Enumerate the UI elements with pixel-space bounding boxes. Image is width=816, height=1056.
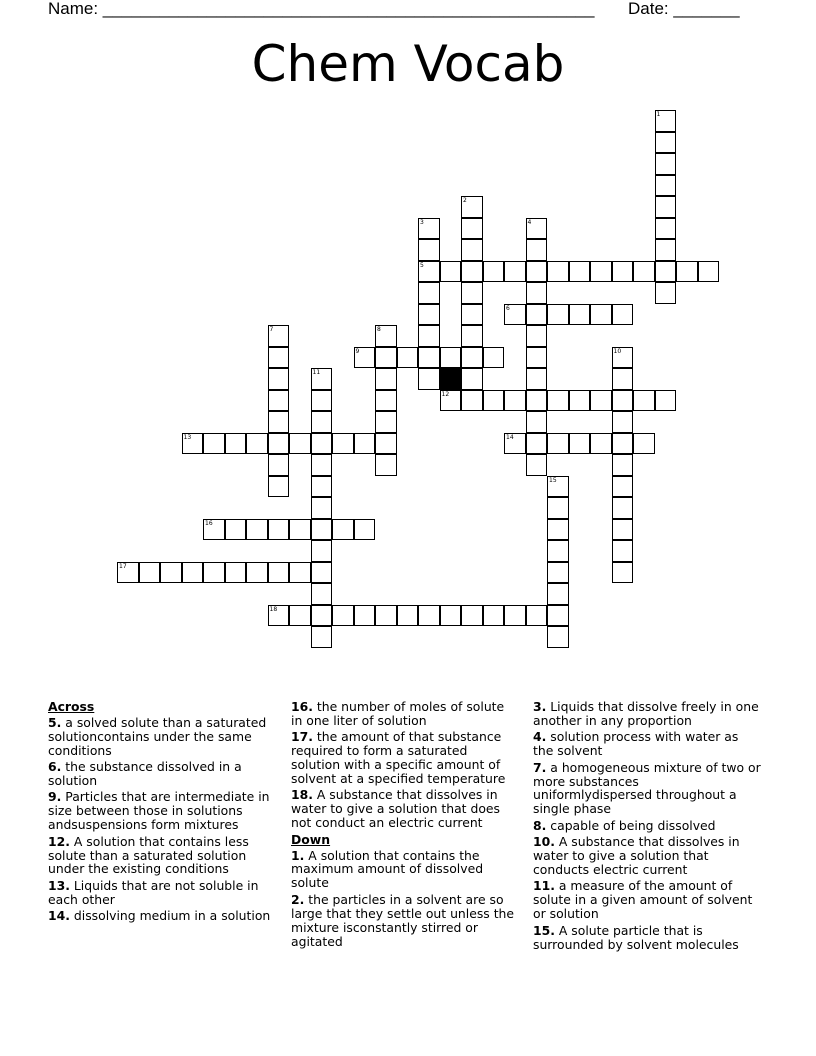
crossword-cell[interactable] <box>590 433 612 455</box>
clue-item-text: A solution that contains the maximum amount of dissolved solute <box>291 847 484 891</box>
crossword-cell[interactable] <box>268 562 290 584</box>
crossword-cell[interactable] <box>461 304 483 326</box>
crossword-cell[interactable] <box>311 411 333 433</box>
crossword-cell[interactable] <box>612 497 634 519</box>
crossword-cell[interactable] <box>311 433 333 455</box>
crossword-cell[interactable] <box>483 261 505 283</box>
crossword-cell[interactable] <box>375 347 397 369</box>
crossword-cell[interactable] <box>289 519 311 541</box>
crossword-cell[interactable] <box>526 325 548 347</box>
crossword-cell[interactable] <box>612 454 634 476</box>
crossword-cell[interactable] <box>612 347 634 369</box>
crossword-cell[interactable] <box>461 347 483 369</box>
clue-item <box>533 819 761 833</box>
crossword-cell[interactable] <box>289 562 311 584</box>
crossword-cell[interactable] <box>311 540 333 562</box>
crossword-cell[interactable] <box>139 562 161 584</box>
crossword-cell[interactable] <box>203 433 225 455</box>
clue-number: 7 <box>269 326 274 333</box>
crossword-cell[interactable] <box>547 626 569 648</box>
clue-item <box>48 879 276 907</box>
clue-item-text: a measure of the amount of solute in a given amount of solvent or solution <box>533 878 753 922</box>
crossword-cell[interactable] <box>268 411 290 433</box>
crossword-cell[interactable] <box>633 433 655 455</box>
crossword-cell[interactable] <box>655 132 677 154</box>
crossword-cell[interactable] <box>633 390 655 412</box>
crossword-cell[interactable] <box>397 605 419 627</box>
clue-item-text: A substance that dissolves in water to give a solution that does not conduct an electric current <box>291 787 500 831</box>
crossword-cell[interactable] <box>612 540 634 562</box>
crossword-cell[interactable] <box>375 454 397 476</box>
clue-item <box>48 760 276 788</box>
crossword-cell[interactable] <box>311 519 333 541</box>
crossword-cell[interactable] <box>526 605 548 627</box>
crossword-cell[interactable] <box>375 433 397 455</box>
crossword-cell[interactable] <box>354 347 376 369</box>
crossword-cell[interactable] <box>332 433 354 455</box>
clue-item-number: 8. <box>533 817 547 833</box>
crossword-cell[interactable] <box>547 583 569 605</box>
crossword-cell[interactable] <box>311 562 333 584</box>
clue-item-text: solution process with water as the solvent <box>533 729 739 759</box>
crossword-cell[interactable] <box>268 476 290 498</box>
crossword-cell[interactable] <box>418 347 440 369</box>
crossword-cell[interactable] <box>461 605 483 627</box>
clue-number: 9 <box>355 347 360 355</box>
clue-item <box>48 835 276 877</box>
crossword-cell[interactable] <box>526 304 548 326</box>
crossword-cell[interactable] <box>182 562 204 584</box>
crossword-cell[interactable] <box>461 390 483 412</box>
crossword-cell[interactable] <box>375 325 397 347</box>
crossword-cell[interactable] <box>311 497 333 519</box>
crossword-cell[interactable] <box>526 368 548 390</box>
clue-item-number: 9. <box>48 789 62 805</box>
crossword-black-cell <box>440 368 462 390</box>
crossword-cell[interactable] <box>504 433 526 455</box>
crossword-cell[interactable] <box>225 519 247 541</box>
clue-item-number: 3. <box>533 699 547 714</box>
crossword-cell[interactable] <box>418 282 440 304</box>
clue-number: 18 <box>269 605 278 613</box>
crossword-cell[interactable] <box>311 605 333 627</box>
clue-item-number: 1. <box>291 847 305 863</box>
crossword-cell[interactable] <box>504 261 526 283</box>
crossword-cell[interactable] <box>547 304 569 326</box>
crossword-cell[interactable] <box>225 433 247 455</box>
crossword-cell[interactable] <box>612 261 634 283</box>
crossword-cell[interactable] <box>461 282 483 304</box>
crossword-cell[interactable] <box>526 390 548 412</box>
clue-number: 15 <box>549 476 557 484</box>
crossword-cell[interactable] <box>268 605 290 627</box>
clue-number: 8 <box>377 326 381 333</box>
clue-item-text: the substance dissolved in a solution <box>48 759 242 789</box>
crossword-cell[interactable] <box>354 433 376 455</box>
down-clue-list <box>291 849 519 949</box>
crossword-cell[interactable] <box>397 347 419 369</box>
clue-item-text: A solution that contains less solute than a saturated solution under the existing conditions <box>48 833 249 877</box>
crossword-cell[interactable] <box>225 562 247 584</box>
clue-item <box>48 790 276 832</box>
crossword-cell[interactable] <box>483 390 505 412</box>
clue-number: 3 <box>420 218 424 226</box>
crossword-cell[interactable] <box>526 347 548 369</box>
crossword-cell[interactable] <box>461 325 483 347</box>
crossword-cell[interactable] <box>246 519 268 541</box>
crossword-cell[interactable] <box>655 390 677 412</box>
clue-number: 11 <box>312 369 321 376</box>
clue-number: 1 <box>656 111 661 118</box>
crossword-cell[interactable] <box>483 347 505 369</box>
crossword-cell[interactable] <box>440 390 462 412</box>
clue-item <box>291 849 519 891</box>
crossword-cell[interactable] <box>311 476 333 498</box>
clue-number: 6 <box>506 304 510 312</box>
clue-item-number: 4. <box>533 729 547 745</box>
clue-number: 4 <box>527 218 532 226</box>
clue-item-text: Liquids that are not soluble in each other <box>48 877 259 907</box>
crossword-cell[interactable] <box>655 239 677 261</box>
crossword-cell[interactable] <box>440 605 462 627</box>
crossword-cell[interactable] <box>526 282 548 304</box>
crossword-cell[interactable] <box>375 605 397 627</box>
crossword-cell[interactable] <box>418 368 440 390</box>
clue-column-2 <box>291 700 519 951</box>
crossword-cell[interactable] <box>547 476 569 498</box>
crossword-cell[interactable] <box>547 261 569 283</box>
crossword-cell[interactable] <box>268 368 290 390</box>
crossword-cell[interactable] <box>375 368 397 390</box>
crossword-cell[interactable] <box>547 562 569 584</box>
clue-item <box>533 879 761 921</box>
crossword-cell[interactable] <box>612 411 634 433</box>
crossword-cell[interactable] <box>504 390 526 412</box>
crossword-cell[interactable] <box>569 261 591 283</box>
clue-item-text: Particles that are intermediate in size between those in solutions andsuspensions form mixtures <box>48 789 270 833</box>
crossword-cell[interactable] <box>268 325 290 347</box>
crossword-cell[interactable] <box>569 304 591 326</box>
crossword-cell[interactable] <box>483 605 505 627</box>
clue-number: 17 <box>119 562 127 570</box>
crossword-cell[interactable] <box>289 605 311 627</box>
crossword-cell[interactable] <box>526 261 548 283</box>
crossword-cell[interactable] <box>655 153 677 175</box>
crossword-cell[interactable] <box>289 433 311 455</box>
crossword-cell[interactable] <box>375 390 397 412</box>
clue-item-number: 2. <box>291 891 305 907</box>
crossword-cell[interactable] <box>569 390 591 412</box>
crossword-cell[interactable] <box>612 519 634 541</box>
crossword-cell[interactable] <box>311 626 333 648</box>
clue-item <box>533 835 761 877</box>
clue-column-3 <box>533 700 761 954</box>
crossword-cell[interactable] <box>461 368 483 390</box>
date-field-label: Date: _______ <box>628 0 740 18</box>
clue-item-number: 7. <box>533 759 547 775</box>
clue-item-number: 15. <box>533 922 555 938</box>
crossword-cell[interactable] <box>655 261 677 283</box>
clue-item-text: A solute particle that is surrounded by solvent molecules <box>533 922 739 952</box>
crossword-cell[interactable] <box>418 605 440 627</box>
crossword-cell[interactable] <box>655 110 677 132</box>
crossword-cell[interactable] <box>612 390 634 412</box>
crossword-cell[interactable] <box>332 519 354 541</box>
crossword-cell[interactable] <box>311 368 333 390</box>
crossword-cell[interactable] <box>160 562 182 584</box>
crossword-cell[interactable] <box>354 605 376 627</box>
across-clue-list-continued <box>291 700 519 830</box>
clue-item-number: 12. <box>48 833 70 849</box>
crossword-cell[interactable] <box>246 433 268 455</box>
clue-item-text: A substance that dissolves in water to give a solution that conducts electric current <box>533 834 740 877</box>
clue-item <box>291 700 519 728</box>
crossword-cell[interactable] <box>461 261 483 283</box>
crossword-cell[interactable] <box>461 218 483 240</box>
crossword-cell[interactable] <box>655 196 677 218</box>
clue-item-text: a homogeneous mixture of two or more substances uniformlydispersed throughout a single phase <box>533 759 761 817</box>
clue-item-number: 18. <box>291 787 313 803</box>
crossword-cell[interactable] <box>590 304 612 326</box>
crossword-cell[interactable] <box>590 261 612 283</box>
crossword-cell[interactable] <box>418 218 440 240</box>
crossword-cell[interactable] <box>676 261 698 283</box>
crossword-cell[interactable] <box>504 605 526 627</box>
clue-number: 12 <box>441 390 450 398</box>
crossword-cell[interactable] <box>547 540 569 562</box>
crossword-cell[interactable] <box>203 562 225 584</box>
crossword-cell[interactable] <box>569 433 591 455</box>
crossword-cell[interactable] <box>461 239 483 261</box>
crossword-cell[interactable] <box>547 497 569 519</box>
crossword-cell[interactable] <box>418 239 440 261</box>
crossword-cell[interactable] <box>612 433 634 455</box>
crossword-cell[interactable] <box>311 583 333 605</box>
crossword-cell[interactable] <box>268 390 290 412</box>
crossword-cell[interactable] <box>547 605 569 627</box>
crossword-cell[interactable] <box>311 390 333 412</box>
crossword-cell[interactable] <box>418 304 440 326</box>
clue-item-text: a solved solute than a saturated solutioncontains under the same conditions <box>48 714 267 758</box>
across-heading: Across <box>48 699 95 714</box>
clue-number: 10 <box>613 347 622 355</box>
crossword-cell[interactable] <box>268 433 290 455</box>
clue-item-number: 17. <box>291 729 313 745</box>
clue-column-1 <box>48 700 276 926</box>
crossword-cell[interactable] <box>526 454 548 476</box>
clue-item-text: capable of being dissolved <box>546 817 716 833</box>
down-clue-list-continued <box>533 700 761 951</box>
crossword-cell[interactable] <box>633 261 655 283</box>
crossword-cell[interactable] <box>612 562 634 584</box>
down-heading: Down <box>291 831 331 847</box>
crossword-cell[interactable] <box>590 390 612 412</box>
clue-item-number: 16. <box>291 699 313 714</box>
clue-item-text: the amount of that substance required to form a saturated solution with a specific amount of solvent at a specified temperature <box>291 729 506 787</box>
crossword-cell[interactable] <box>418 261 440 283</box>
crossword-cell[interactable] <box>117 562 139 584</box>
clue-item <box>48 909 276 923</box>
clue-item <box>533 700 761 728</box>
crossword-cell[interactable] <box>655 175 677 197</box>
clue-item <box>533 924 761 952</box>
crossword-cell[interactable] <box>612 368 634 390</box>
crossword-cell[interactable] <box>547 519 569 541</box>
clue-item <box>48 716 276 758</box>
clue-number: 5 <box>420 261 424 269</box>
crossword-cell[interactable] <box>547 390 569 412</box>
clue-item-number: 5. <box>48 714 62 730</box>
clue-item-number: 13. <box>48 877 70 893</box>
clue-item-number: 14. <box>48 908 70 924</box>
crossword-cell[interactable] <box>526 218 548 240</box>
clue-item <box>533 730 761 758</box>
crossword-cell[interactable] <box>268 519 290 541</box>
crossword-cell[interactable] <box>655 218 677 240</box>
crossword-cell[interactable] <box>182 433 204 455</box>
clue-number: 16 <box>205 519 213 527</box>
name-field-label: Name: ____________________________________________________ <box>48 0 595 18</box>
crossword-cell[interactable] <box>440 347 462 369</box>
puzzle-title: Chem Vocab <box>251 35 565 93</box>
clue-item <box>291 788 519 830</box>
crossword-cell[interactable] <box>354 519 376 541</box>
crossword-cell[interactable] <box>332 605 354 627</box>
crossword-cell[interactable] <box>526 411 548 433</box>
clue-number: 13 <box>183 433 192 441</box>
crossword-cell[interactable] <box>203 519 225 541</box>
crossword-cell[interactable] <box>547 433 569 455</box>
clue-item-number: 6. <box>48 759 62 775</box>
crossword-cell[interactable] <box>655 282 677 304</box>
crossword-cell[interactable] <box>612 476 634 498</box>
clue-item-text: the number of moles of solute in one liter of solution <box>291 699 505 728</box>
across-clue-list <box>48 716 276 923</box>
crossword-cell[interactable] <box>440 261 462 283</box>
crossword-cell[interactable] <box>246 562 268 584</box>
crossword-cell[interactable] <box>504 304 526 326</box>
clue-item-text: dissolving medium in a solution <box>69 908 271 924</box>
clue-item <box>291 730 519 786</box>
clue-number: 2 <box>463 197 467 204</box>
clue-number: 14 <box>506 433 514 441</box>
clue-item-text: Liquids that dissolve freely in one another in any proportion <box>533 699 759 728</box>
clue-item-number: 10. <box>533 834 555 850</box>
crossword-cell[interactable] <box>268 454 290 476</box>
crossword-cell[interactable] <box>268 347 290 369</box>
crossword-cell[interactable] <box>375 411 397 433</box>
clue-item-text: the particles in a solvent are so large that they settle out unless the mixture isconstantly stirred or agitated <box>291 891 515 949</box>
crossword-cell[interactable] <box>311 454 333 476</box>
crossword-cell[interactable] <box>418 325 440 347</box>
clue-item-number: 11. <box>533 878 555 894</box>
crossword-cell[interactable] <box>526 239 548 261</box>
crossword-cell[interactable] <box>526 433 548 455</box>
crossword-cell[interactable] <box>612 304 634 326</box>
clue-item <box>291 893 519 949</box>
crossword-cell[interactable] <box>698 261 720 283</box>
crossword-cell[interactable] <box>461 196 483 218</box>
clue-item <box>533 761 761 817</box>
